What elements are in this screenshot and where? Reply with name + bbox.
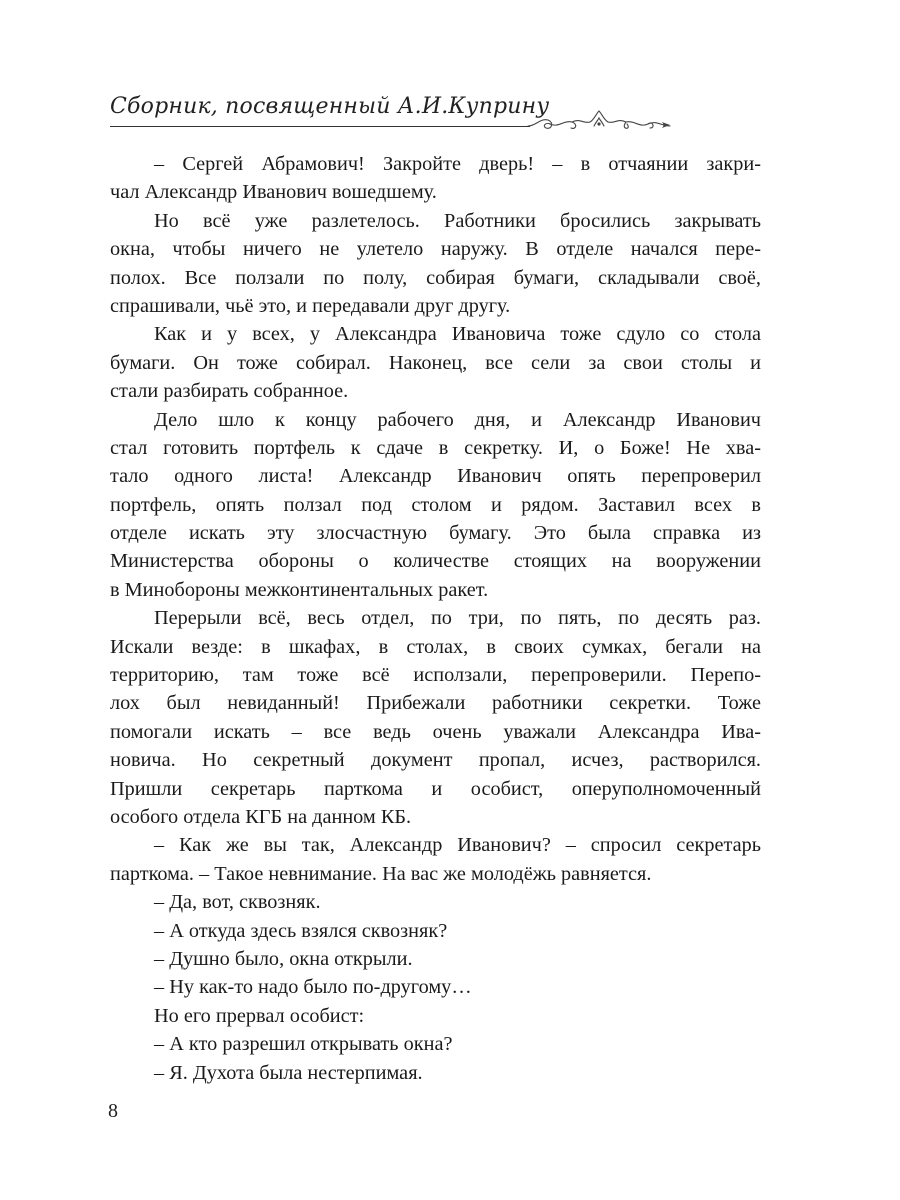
page-number: 8 xyxy=(108,1100,118,1122)
text-line: – Ну как-то надо было по-другому… xyxy=(154,976,472,999)
flourish-ornament-icon xyxy=(524,108,674,134)
text-line: окна, чтобы ничего не улетело наружу. В отделе начался пере- xyxy=(110,238,761,261)
text-line: Но его прервал особист: xyxy=(154,1004,365,1027)
text-line: портфель, опять ползал под столом и рядом. Заставил всех в xyxy=(110,493,761,516)
text-line: территорию, там тоже всё исползали, перепроверили. Перепо- xyxy=(110,664,761,687)
text-line: лох был невиданный! Прибежали работники секретки. Тоже xyxy=(110,692,761,715)
text-line: особого отдела КГБ на данном КБ. xyxy=(110,805,412,828)
text-line: Пришли секретарь парткома и особист, оперуполномоченный xyxy=(110,777,761,800)
text-line: Дело шло к концу рабочего дня, и Александр Иванович xyxy=(154,408,761,431)
text-line: – Я. Духота была нестерпимая. xyxy=(154,1061,423,1084)
text-line: – Сергей Абрамович! Закройте дверь! – в отчаянии закри- xyxy=(154,153,761,175)
text-line: тало одного листа! Александр Иванович опять перепроверил xyxy=(110,465,761,488)
text-line: спрашивали, чьё это, и передавали друг другу. xyxy=(110,294,511,317)
body-text xyxy=(110,150,761,1087)
text-line: помогали искать – все ведь очень уважали Александра Ива- xyxy=(110,720,761,743)
text-line: Но всё уже разлетелось. Работники бросились закрывать xyxy=(154,209,761,232)
text-line: в Минобороны межконтинентальных ракет. xyxy=(110,578,489,601)
running-head xyxy=(110,90,670,134)
text-line: Министерства обороны о количестве стоящих на вооружении xyxy=(110,550,761,573)
text-line: стали разбирать собранное. xyxy=(110,380,349,403)
running-head-title: Сборник, посвященный А.И.Куприну xyxy=(110,94,550,119)
text-line: чал Александр Иванович вошедшему. xyxy=(110,181,437,204)
text-line: Перерыли всё, весь отдел, по три, по пять, по десять раз. xyxy=(154,607,761,630)
text-line: Как и у всех, у Александра Ивановича тоже сдуло со стола xyxy=(154,323,761,346)
text-line: стал готовить портфель к сдаче в секретку. И, о Боже! Не хва- xyxy=(110,436,761,459)
text-line: – Душно было, окна открыли. xyxy=(154,947,413,970)
text-line: парткома. – Такое невнимание. На вас же молодёжь равняется. xyxy=(110,862,652,885)
text-line: отделе искать эту злосчастную бумагу. Это была справка из xyxy=(110,522,761,545)
text-line: бумаги. Он тоже собирал. Наконец, все сели за свои столы и xyxy=(110,351,761,374)
text-line: – Да, вот, сквозняк. xyxy=(154,891,321,914)
text-line: Искали везде: в шкафах, в столах, в своих сумках, бегали на xyxy=(110,635,761,658)
text-line: новича. Но секретный документ пропал, исчез, растворился. xyxy=(110,749,761,772)
text-line: – А откуда здесь взялся сквозняк? xyxy=(154,919,448,942)
running-head-rule xyxy=(110,126,530,127)
text-line: – Как же вы так, Александр Иванович? – спросил секретарь xyxy=(154,834,761,857)
text-line: – А кто разрешил открывать окна? xyxy=(154,1033,453,1056)
text-line: полох. Все ползали по полу, собирая бумаги, складывали своё, xyxy=(110,266,761,289)
